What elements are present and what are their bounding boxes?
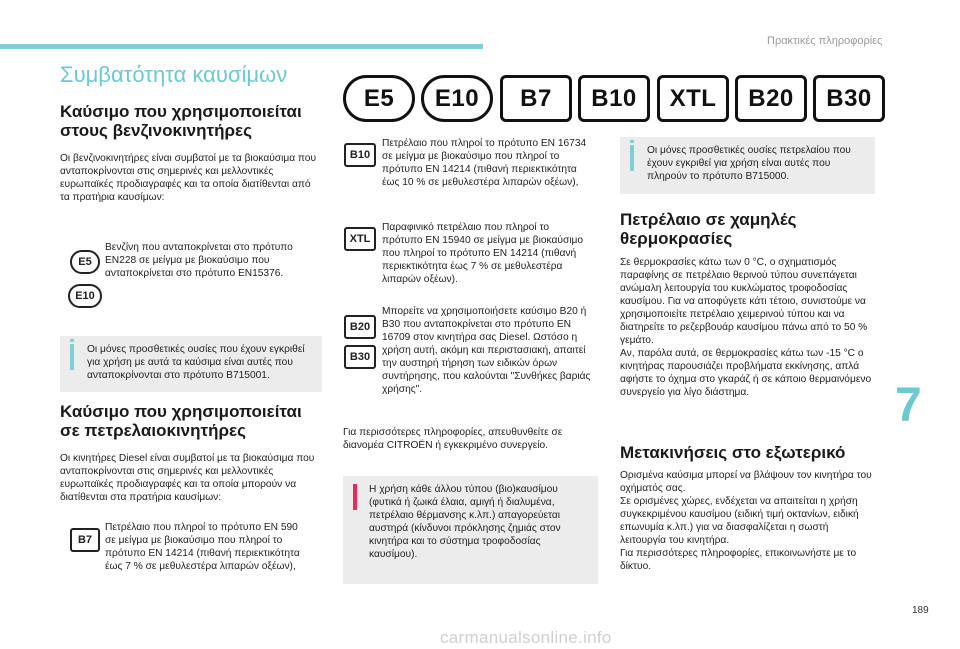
info-icon: [630, 145, 634, 171]
paragraph-petrol: Οι βενζινοκινητήρες είναι συμβατοί με τα βιοκαύσιμα που ανταποκρίνονται στις σημερινές και μελλοντικές ευρωπαϊκές προδιαγραφές και τα οποία διατίθενται από τα πρατήρια καυσίμων:: [60, 153, 317, 203]
paragraph-cold: Σε θερμοκρασίες κάτω των 0 °C, ο σχηματισμός παραφίνης σε πετρέλαιο θερινού τύπου συνεπάγεται ανώμαλη λειτουργία του κυκλώματος τροφοδοσίας καυσίμου. Για να αποφύγετε κάτι τέτοιο, συνιστούμε να χρησιμοποιείτε πετρέλαιο χειμερινού τύπου και να διατηρείτε το ρεζερβουάρ καυσίμου πάνω από το 50 % γεμάτο. Αν, παρόλα αυτά, σε θερμοκρασίες κάτω των -15 °C ο κινητήρας παρουσιάζει προβλήματα εκκίνησης, απλά αφήστε το όχημα στο γκαράζ ή σε κάποιο θερμαινόμενο συνεργείο για λίγο διάστημα.: [620, 257, 872, 398]
b30-badge: B30: [344, 345, 376, 369]
paragraph-abroad: Ορισμένα καύσιμα μπορεί να βλάψουν τον κινητήρα του οχήματός σας. Σε ορισμένες χώρες, ενδέχεται να απαιτείται η χρήση συγκεκριμένου καυσίμου (ειδική τιμή οκτανίων, ειδική επωνυμία κ.λπ.) για να διασφαλίζεται η σωστή λειτουργία του κινητήρα. Για περισσότερες πληροφορίες, επικοινωνήστε με το δίκτυο.: [620, 470, 872, 572]
paragraph-diesel: Οι κινητήρες Diesel είναι συμβατοί με τα βιοκαύσιμα που ανταποκρίνονται στις σημερινές και μελλοντικές ευρωπαϊκές προδιαγραφές και τα οποία μπορούν να διατίθενται στα πρατήρια καυσίμων:: [60, 453, 315, 503]
watermark: carmanualsonline.info: [440, 628, 612, 647]
b20-badge: B20: [344, 315, 376, 339]
header-title: Πρακτικές πληροφορίες: [767, 35, 883, 47]
xtl-fuel-text: Παραφινικό πετρέλαιο που πληροί το πρότυπο EN 15940 σε μείγμα με βιοκαύσιμο που πληροί το πρότυπο EN 14214 (πιθανή περιεκτικότητα έως 7 % σε μεθυλεστέρα λιπαρών οξέων).: [382, 222, 584, 285]
page-number: 189: [912, 605, 929, 616]
heading-petrol: Καύσιμο που χρησιμοποιείται στους βενζινοκινητήρες: [60, 102, 302, 140]
xtl-badge: XTL: [344, 227, 376, 251]
note-diesel-text: Οι μόνες προσθετικές ουσίες πετρελαίου που έχουν εγκριθεί για χρήση είναι αυτές που πληρούν το πρότυπο B715000.: [647, 145, 851, 182]
note-diesel: [620, 137, 875, 194]
section-title: Συμβατότητα καυσίμων: [60, 62, 288, 87]
b7-badge: B7: [70, 528, 100, 552]
note-petrol: [60, 336, 322, 392]
big-badge-b7: B7: [500, 75, 572, 122]
note-petrol-text: Οι μόνες προσθετικές ουσίες που έχουν εγκριθεί για χρήση με αυτά τα καύσιμα είναι αυτές που ανταποκρίνονται στο πρότυπο B715001.: [87, 344, 305, 381]
chapter-number: 7: [895, 379, 922, 432]
e5-badge: E5: [70, 250, 100, 274]
warning-icon: [353, 484, 357, 510]
warning-note: [343, 476, 598, 584]
heading-diesel: Καύσιμο που χρησιμοποιείται σε πετρελαιοκινητήρες: [60, 402, 302, 440]
heading-cold: Πετρέλαιο σε χαμηλές θερμοκρασίες: [620, 210, 797, 248]
header-accent-bar: [0, 44, 483, 49]
b10-fuel-text: Πετρέλαιο που πληροί το πρότυπο EN 16734 σε μείγμα με βιοκαύσιμο που πληροί το πρότυπο EN 14214 (πιθανή περιεκτικότητα έως 10 % σε μεθυλεστέρα λιπαρών οξέων),: [382, 138, 587, 188]
big-badge-b10: B10: [578, 75, 650, 122]
heading-abroad: Μετακινήσεις στο εξωτερικό: [620, 443, 846, 462]
paragraph-info: Για περισσότερες πληροφορίες, απευθυνθείτε σε διανομέα CITROËN ή εγκεκριμένο συνεργείο.: [343, 427, 563, 451]
e-fuel-text: Βενζίνη που ανταποκρίνεται στο πρότυπο EN228 σε μείγμα με βιοκαύσιμο που ανταποκρίνεται στο πρότυπο EN15376.: [105, 242, 293, 279]
big-badge-e10: E10: [421, 75, 493, 122]
big-badge-b20: B20: [735, 75, 807, 122]
b10-badge: B10: [344, 143, 376, 167]
big-badge-b30: B30: [813, 75, 885, 122]
b7-fuel-text: Πετρέλαιο που πληροί το πρότυπο EN 590 σε μείγμα με βιοκαύσιμο που πληροί το πρότυπο EN 14214 (πιθανή περιεκτικότητα έως 7 % σε μεθυλεστέρα λιπαρών οξέων),: [105, 522, 300, 572]
b20-b30-fuel-text: Μπορείτε να χρησιμοποιήσετε καύσιμο B20 ή B30 που ανταποκρίνεται στο πρότυπο EN 16709 στον κινητήρα σας Diesel. Ωστόσο η χρήση αυτή, ακόμη και περιστασιακή, απαιτεί την αυστηρή τήρηση των ειδικών όρων συντήρησης, που καλούνται "Συνθήκες βαριάς χρήσης".: [382, 306, 591, 395]
info-icon: [70, 344, 74, 370]
warning-text: Η χρήση κάθε άλλου τύπου (βιο)καυσίμου (φυτικά ή ζωικά έλαια, αμιγή ή διαλυμένα, πετρέλαιο θέρμανσης κ.λπ.) απαγορεύεται αυστηρά (κίνδυνοι πρόκλησης ζημιάς στον κινητήρα και το σύστημα τροφοδοσίας καυσίμου).: [369, 484, 561, 560]
big-badge-xtl: XTL: [657, 75, 729, 122]
e10-badge: E10: [68, 284, 102, 308]
big-badge-e5: E5: [343, 75, 415, 122]
